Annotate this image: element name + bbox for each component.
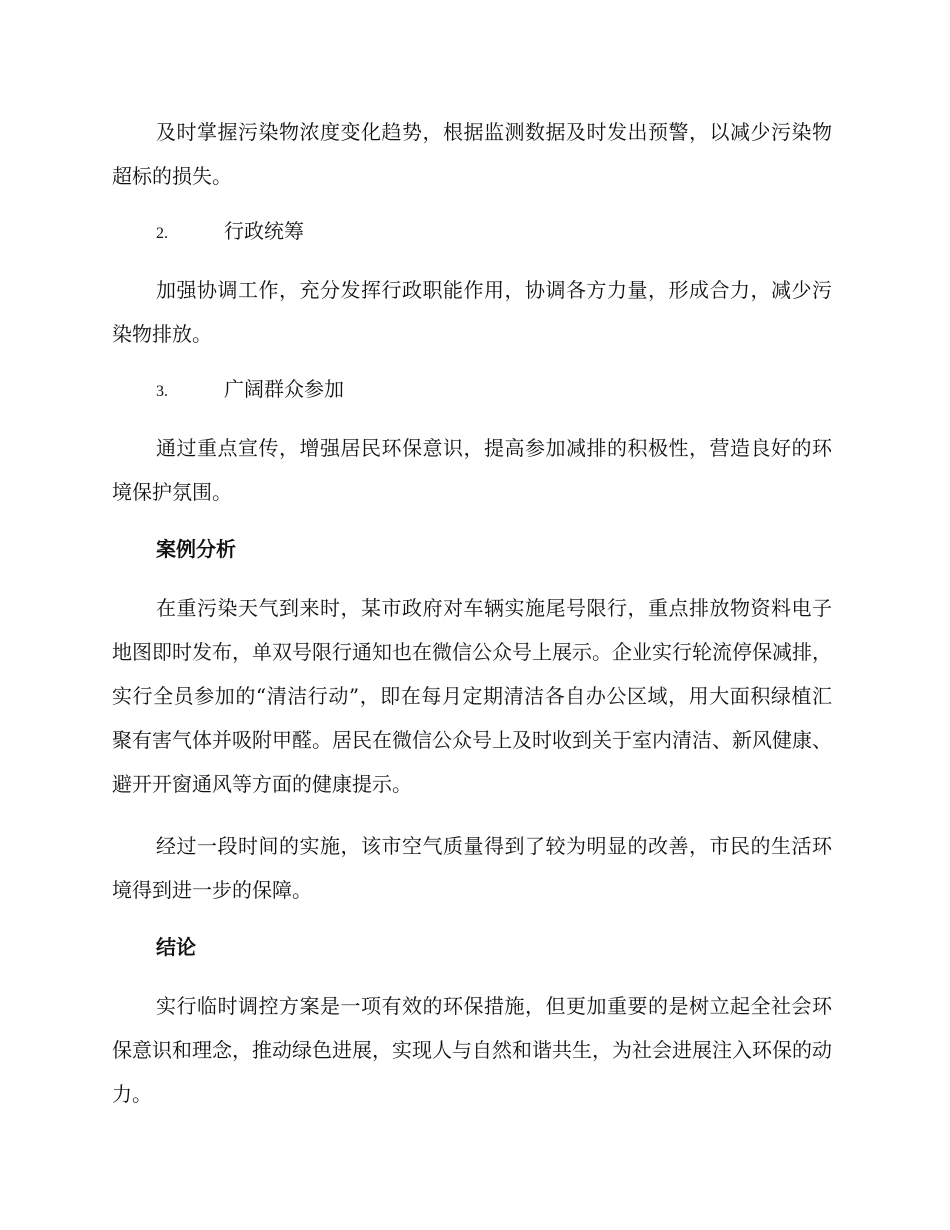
- paragraph-case-result: 经过一段时间的实施，该市空气质量得到了较为明显的改善，市民的生活环境得到进一步的保障。: [112, 834, 832, 902]
- heading-conclusion: 结论: [156, 935, 196, 959]
- heading-case-analysis: 案例分析: [156, 537, 236, 561]
- list-item-administration: [156, 216, 304, 249]
- paragraph-case-detail: 在重污染天气到来时，某市政府对车辆实施尾号限行，重点排放物资料电子地图即时发布，单双号限行通知也在微信公众号上展示。企业实行轮流停保减排，实行全员参加的“清洁行动”，即在每月定期清洁各自办公区域，用大面积绿植汇聚有害气体并吸附甲醛。居民在微信公众号上及时收到关于室内清洁、新风健康、避开开窗通风等方面的健康提示。: [112, 596, 832, 796]
- paragraph-monitoring: 及时掌握污染物浓度变化趋势，根据监测数据及时发出预警，以减少污染物超标的损失。: [112, 120, 832, 188]
- list-number: 3.: [156, 383, 168, 400]
- list-number: 2.: [156, 225, 168, 242]
- list-label: 广阔群众参加: [224, 377, 344, 401]
- paragraph-coordination: 加强协调工作，充分发挥行政职能作用，协调各方力量，形成合力，减少污染物排放。: [112, 278, 832, 346]
- list-item-public-participation: [156, 374, 344, 407]
- list-label: 行政统筹: [224, 219, 304, 243]
- paragraph-publicity: 通过重点宣传，增强居民环保意识，提高参加减排的积极性，营造良好的环境保护氛围。: [112, 436, 832, 504]
- paragraph-conclusion: 实行临时调控方案是一项有效的环保措施，但更加重要的是树立起全社会环保意识和理念，推动绿色进展，实现人与自然和谐共生，为社会进展注入环保的动力。: [112, 994, 832, 1106]
